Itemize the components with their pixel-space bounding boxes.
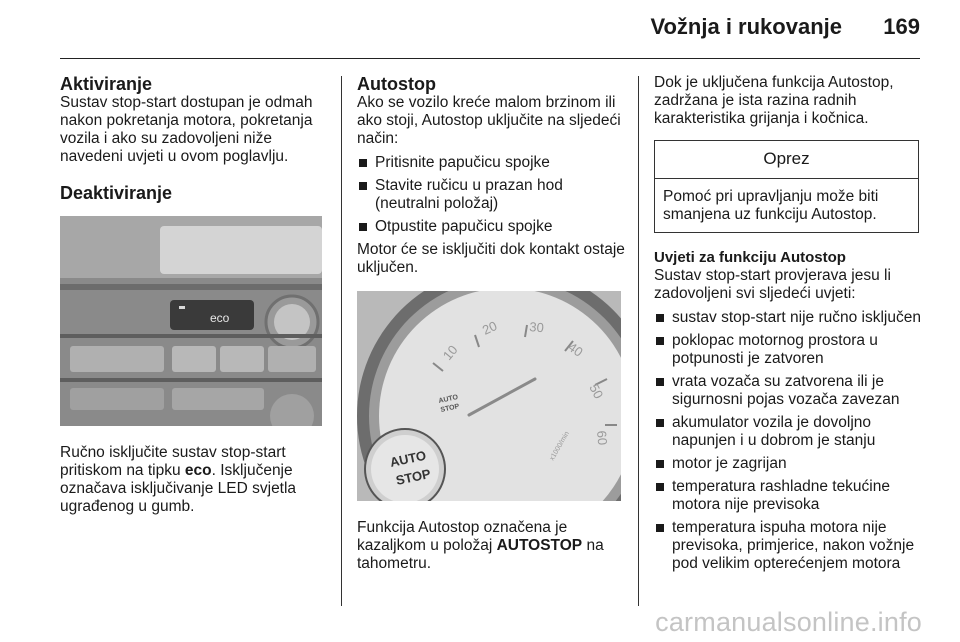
deactivation-text-part1: Ručno isključite sustav stop-start pritiskom na tipku	[60, 444, 286, 479]
bullet-icon	[656, 524, 664, 532]
list-item-text: motor je zagrijan	[672, 455, 787, 472]
caution-body: Pomoć pri upravljanju može biti smanjena uz funkciju Autostop.	[663, 188, 879, 223]
bullet-icon	[359, 182, 367, 190]
eco-button-illustration	[60, 216, 322, 426]
list-item	[357, 177, 625, 213]
bullet-icon	[359, 159, 367, 167]
tick-label: 40	[565, 339, 586, 360]
list-item	[357, 154, 625, 172]
autostop-steps	[357, 154, 625, 236]
bullet-icon	[656, 419, 664, 427]
heading-activation: Aktiviranje	[60, 74, 153, 94]
deactivation-text	[60, 444, 326, 516]
gauge-big-stop: STOP	[394, 465, 433, 488]
caption-part1: Funkcija Autostop označena je kazaljkom u položaj	[357, 519, 568, 554]
tick-label: 30	[528, 319, 545, 336]
autostop-intro: Ako se vozilo kreće malom brzinom ili ako stoji, Autostop uključite na sljedeći način:	[357, 94, 621, 147]
gauge-unit: x1000/min	[548, 430, 571, 462]
bullet-icon	[656, 378, 664, 386]
list-item	[654, 478, 924, 514]
list-item-text: akumulator vozila je dovoljno napunjen i u dobrom je stanju	[672, 414, 876, 449]
bullet-icon	[359, 223, 367, 231]
section-title: Vožnja i rukovanje	[650, 14, 842, 39]
conditions-intro: Sustav stop-start provjerava jesu li zadovoljeni svi sljedeći uvjeti:	[654, 267, 891, 302]
tick-label: 50	[586, 381, 607, 402]
list-item-text: Stavite ručicu u prazan hod (neutralni položaj)	[375, 177, 563, 212]
bullet-icon	[656, 483, 664, 491]
heading-autostop: Autostop	[357, 74, 436, 94]
autostop-keyword: AUTOSTOP	[496, 537, 583, 554]
list-item	[654, 414, 924, 450]
watermark: carmanualsonline.info	[655, 607, 922, 637]
list-item-text: sustav stop-start nije ručno isključen	[672, 309, 921, 326]
column-2	[357, 74, 625, 573]
list-item-text: Otpustite papučicu spojke	[375, 218, 553, 235]
engine-off-text: Motor će se isključiti dok kontakt ostaje uključen.	[357, 241, 625, 276]
page-header	[60, 0, 920, 59]
list-item-text: Pritisnite papučicu spojke	[375, 154, 550, 171]
list-item-text: temperatura rashladne tekućine motora nije previsoka	[672, 478, 890, 513]
deactivation-text-part2: . Isključenje označava isključivanje LED svjetla ugrađenog u gumb.	[60, 462, 297, 515]
tick-label: 10	[439, 342, 461, 363]
gauge-small-auto: AUTO	[437, 394, 459, 405]
gauge-small-stop: STOP	[439, 403, 460, 414]
conditions-list	[654, 309, 924, 573]
eco-button-label: eco	[210, 311, 230, 325]
column-divider-2	[638, 76, 639, 606]
tachometer-caption	[357, 519, 625, 573]
heading-deactivation: Deaktiviranje	[60, 183, 173, 203]
autostop-performance-text: Dok je uključena funkcija Autostop, zadržana je ista razina radnih karakteristika grijanja i kočnica.	[654, 74, 894, 127]
list-item-text: poklopac motornog prostora u potpunosti je zatvoren	[672, 332, 878, 367]
heading-conditions: Uvjeti za funkciju Autostop	[654, 249, 846, 266]
column-3	[654, 74, 924, 578]
activation-text: Sustav stop-start dostupan je odmah nakon pokretanja motora, pokretanja vozila i ako su zadovoljeni niže navedeni uvjeti u ovom poglavlju.	[60, 94, 313, 165]
list-item	[654, 309, 924, 327]
page-number: 169	[883, 14, 920, 39]
tick-label: 60	[594, 429, 611, 446]
eco-button-photo	[60, 216, 322, 426]
bullet-icon	[656, 314, 664, 322]
bullet-icon	[656, 337, 664, 345]
list-item	[654, 455, 924, 473]
column-divider-1	[341, 76, 342, 606]
tachometer-illustration	[357, 291, 621, 501]
tick-label: 20	[479, 318, 500, 338]
list-item	[654, 519, 924, 573]
list-item	[357, 218, 625, 236]
list-item-text: temperatura ispuha motora nije previsoka, primjerice, nakon vožnje pod velikim opterećenjem motora	[672, 519, 915, 572]
gauge-big-auto: AUTO	[388, 447, 428, 470]
caution-title: Oprez	[655, 141, 918, 179]
bullet-icon	[656, 460, 664, 468]
eco-keyword: eco	[184, 462, 212, 479]
list-item	[654, 373, 924, 409]
tachometer-photo	[357, 291, 621, 501]
list-item	[654, 332, 924, 368]
column-1	[60, 74, 326, 516]
caution-box	[654, 140, 919, 233]
list-item-text: vrata vozača su zatvorena ili je sigurnosni pojas vozača zavezan	[672, 373, 900, 408]
caption-part2: na tahometru.	[357, 537, 604, 572]
